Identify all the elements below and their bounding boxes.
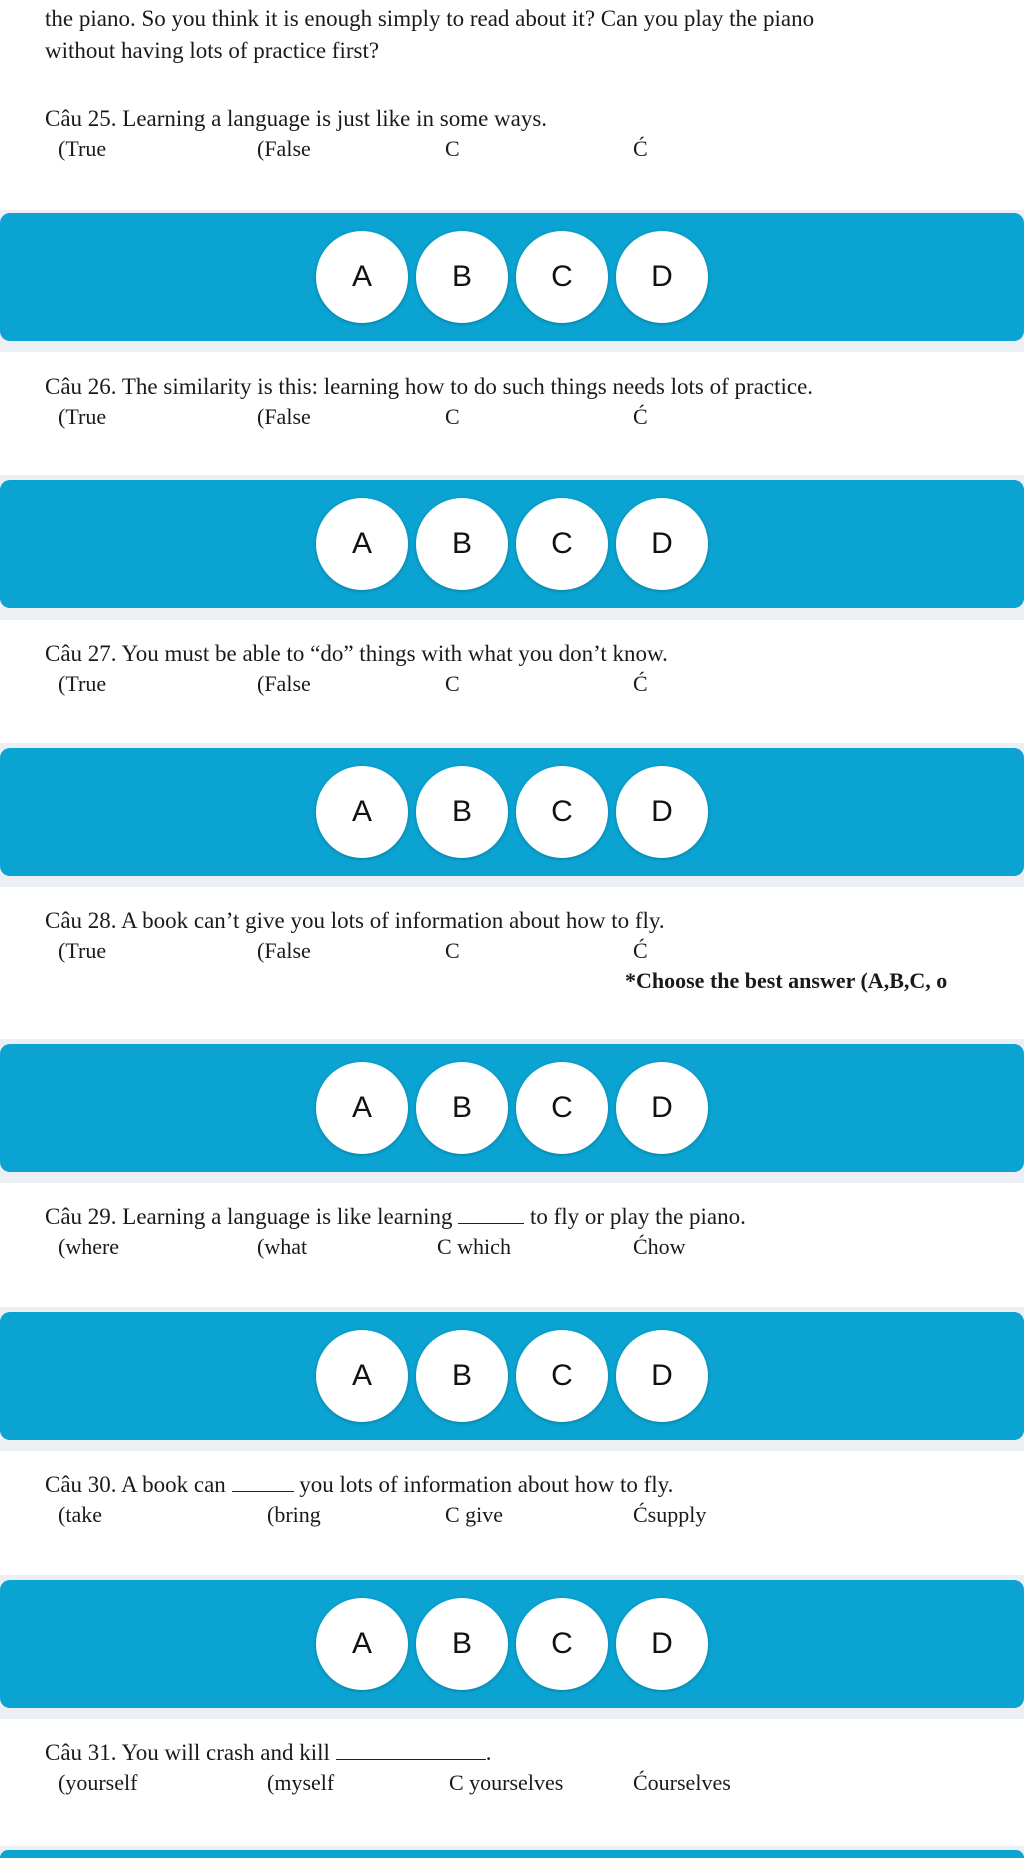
answer-b-button[interactable]: B <box>416 1062 508 1154</box>
question-26-option-b: (False <box>257 404 311 429</box>
answer-c-button[interactable]: C <box>516 1598 608 1690</box>
question-30-option-d: Ćsupply <box>633 1502 707 1527</box>
passage-line-2: without having lots of practice first? <box>45 38 380 63</box>
answer-c-button[interactable]: C <box>516 231 608 323</box>
question-26-option-a: (True <box>58 404 107 429</box>
answer-b-button[interactable]: B <box>416 498 508 590</box>
question-30-option-b: (bring <box>267 1502 321 1527</box>
question-29-stem <box>45 1204 746 1230</box>
answer-a-button[interactable]: A <box>316 1062 408 1154</box>
question-27-option-d: Ć <box>633 671 648 696</box>
answer-d-button[interactable]: D <box>616 498 708 590</box>
answer-c-button[interactable]: C <box>516 1330 608 1422</box>
answer-bar-26 <box>0 480 1024 608</box>
question-29-option-d: Ćhow <box>633 1234 686 1259</box>
answer-d-button[interactable]: D <box>616 1062 708 1154</box>
question-31-stem-start: Câu 31. You will crash and kill <box>45 1740 330 1765</box>
passage-tail <box>0 0 1024 210</box>
question-30-blank <box>232 1473 294 1492</box>
question-27-option-a: (True <box>58 671 107 696</box>
question-31-option-c: C yourselves <box>449 1770 564 1795</box>
question-31-option-d: Ćourselves <box>633 1770 731 1795</box>
question-25-option-c: C <box>445 136 460 161</box>
answer-a-button[interactable]: A <box>316 1598 408 1690</box>
question-26-option-c: C <box>445 404 460 429</box>
question-29-stem-end: to fly or play the piano. <box>529 1204 746 1229</box>
question-30-stem-end: you lots of information about how to fly. <box>299 1472 674 1497</box>
question-31-stem-end: . <box>485 1740 492 1765</box>
question-25-option-a: (True <box>58 136 107 161</box>
question-30-stem-start: Câu 30. A book can <box>45 1472 226 1497</box>
answer-b-button[interactable]: B <box>416 1330 508 1422</box>
answer-bar-30 <box>0 1580 1024 1708</box>
answer-bar-27 <box>0 748 1024 876</box>
question-30-card <box>0 1451 1024 1575</box>
question-26-option-d: Ć <box>633 404 648 429</box>
answer-a-button[interactable]: A <box>316 498 408 590</box>
answer-d-button[interactable]: D <box>616 231 708 323</box>
question-28-option-d: Ć <box>633 938 648 963</box>
question-29-stem-start: Câu 29. Learning a language is like learning <box>45 1204 453 1229</box>
question-31-option-b: (myself <box>267 1770 335 1795</box>
question-29-blank <box>458 1205 524 1224</box>
question-30-option-a: (take <box>58 1502 102 1527</box>
answer-d-button[interactable]: D <box>616 1598 708 1690</box>
answer-a-button[interactable]: A <box>316 1330 408 1422</box>
question-27-card <box>0 620 1024 743</box>
question-25-stem: Câu 25. Learning a language is just like in some ways. <box>45 106 548 131</box>
answer-b-button[interactable]: B <box>416 1598 508 1690</box>
question-29-option-b: (what <box>257 1234 308 1259</box>
question-27-option-b: (False <box>257 671 311 696</box>
answer-bar-25 <box>0 213 1024 341</box>
passage-line-1: the piano. So you think it is enough simply to read about it? Can you play the piano <box>45 6 815 31</box>
question-31-option-a: (yourself <box>58 1770 138 1795</box>
answer-d-button[interactable]: D <box>616 1330 708 1422</box>
answer-c-button[interactable]: C <box>516 498 608 590</box>
answer-c-button[interactable]: C <box>516 766 608 858</box>
question-31-stem <box>45 1740 491 1766</box>
question-28-option-c: C <box>445 938 460 963</box>
question-30-stem <box>45 1472 673 1498</box>
answer-b-button[interactable]: B <box>416 231 508 323</box>
answer-bar-31 <box>0 1850 1024 1858</box>
answer-c-button[interactable]: C <box>516 1062 608 1154</box>
question-26-card <box>0 352 1024 475</box>
question-25-option-b: (False <box>257 136 311 161</box>
answer-bar-28 <box>0 1044 1024 1172</box>
question-28-option-a: (True <box>58 938 107 963</box>
answer-a-button[interactable]: A <box>316 231 408 323</box>
question-25-option-d: Ć <box>633 136 648 161</box>
question-29-option-c: C which <box>437 1234 511 1259</box>
question-29-option-a: (where <box>58 1234 120 1259</box>
answer-b-button[interactable]: B <box>416 766 508 858</box>
question-31-card <box>0 1719 1024 1846</box>
question-31-blank <box>336 1741 486 1760</box>
question-29-card <box>0 1183 1024 1307</box>
answer-d-button[interactable]: D <box>616 766 708 858</box>
question-28-card <box>0 887 1024 1039</box>
question-27-stem: Câu 27. You must be able to “do” things with what you don’t know. <box>45 641 668 666</box>
section-instruction: *Choose the best answer (A,B,C, o <box>625 968 948 993</box>
question-28-option-b: (False <box>257 938 311 963</box>
answer-bar-29 <box>0 1312 1024 1440</box>
question-27-option-c: C <box>445 671 460 696</box>
question-30-option-c: C give <box>445 1502 504 1527</box>
question-28-stem: Câu 28. A book can’t give you lots of information about how to fly. <box>45 908 665 933</box>
answer-a-button[interactable]: A <box>316 766 408 858</box>
question-26-stem: Câu 26. The similarity is this: learning how to do such things needs lots of practice. <box>45 374 814 399</box>
